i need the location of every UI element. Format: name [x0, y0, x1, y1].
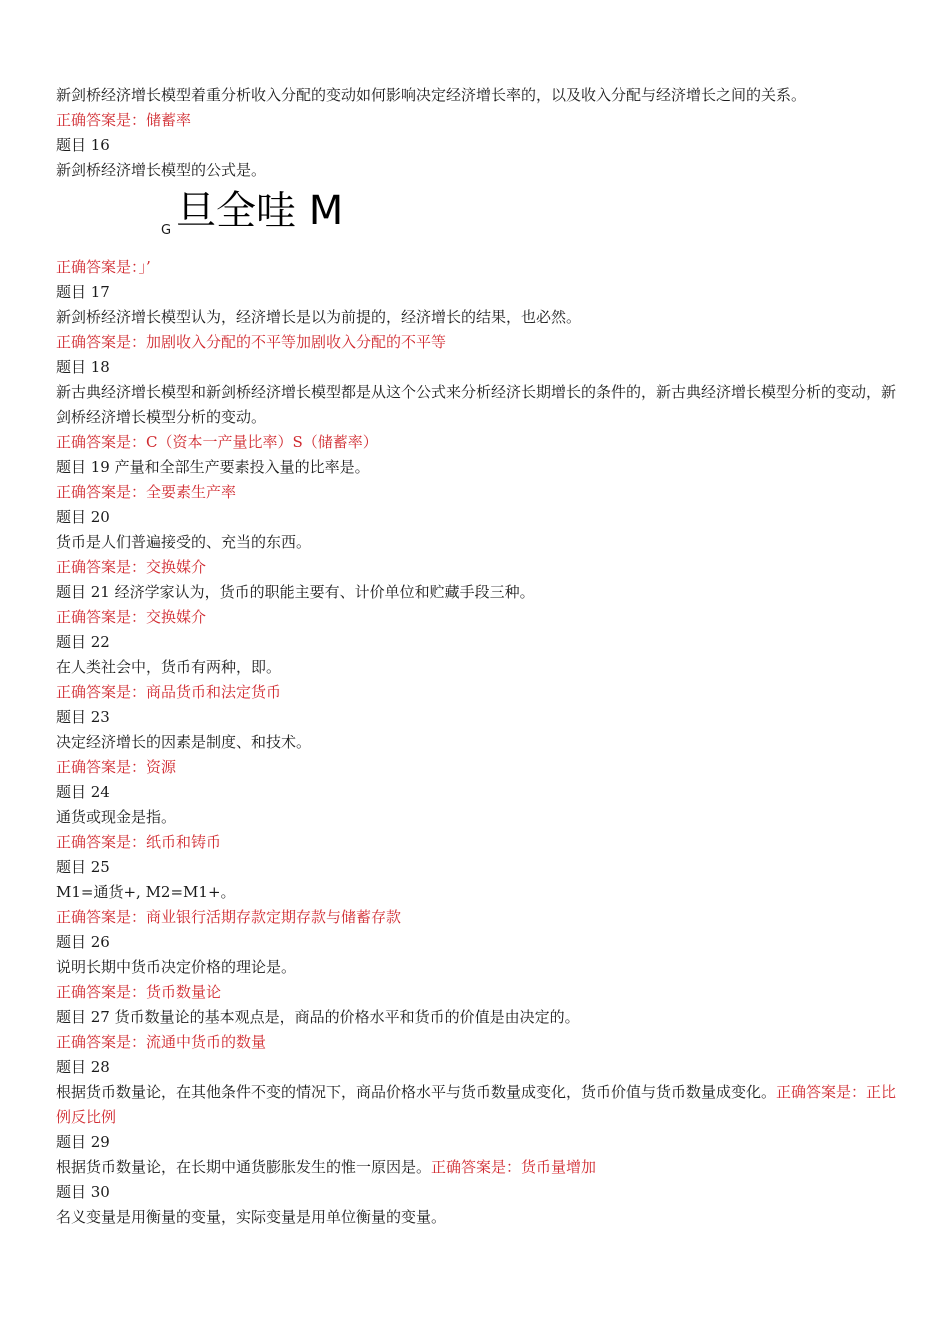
question-text: 根据货币数量论，在其他条件不变的情况下，商品价格水平与货币数量成变化，货币价值与货币数量成变化。	[56, 1083, 777, 1101]
question-number: 题目 21 经济学家认为，货币的职能主要有、计价单位和贮藏手段三种。	[56, 583, 535, 601]
answer-line: 正确答案是：交换媒介	[56, 608, 207, 626]
question-number: 题目 30	[56, 1183, 110, 1201]
question-text-line: 在人类社会中，货币有两种，即。	[56, 658, 282, 676]
question-number: 题目 22	[56, 633, 110, 651]
question-text-line: 名义变量是用衡量的变量，实际变量是用单位衡量的变量。	[56, 1208, 447, 1226]
answer-line: 正确答案是：C（资本一产量比率）S（储蓄率）	[56, 433, 378, 451]
question-number: 题目 20	[56, 508, 110, 526]
formula-image	[56, 187, 908, 247]
answer-line: 正确答案是：流通中货币的数量	[56, 1033, 267, 1051]
question-with-answer-line	[56, 1080, 908, 1130]
question-number: 题目 28	[56, 1058, 110, 1076]
answer-line: 正确答案是：资源	[56, 758, 177, 776]
question-number: 题目 25	[56, 858, 110, 876]
question-number: 题目 17	[56, 283, 110, 301]
question-text-line: 新剑桥经济增长模型的公式是。	[56, 161, 267, 179]
answer-line: 正确答案是：加剧收入分配的不平等加剧收入分配的不平等	[56, 333, 447, 351]
question-number: 题目 16	[56, 136, 110, 154]
formula-glyphs: 旦全哇 M	[176, 188, 344, 234]
answer-text: 正确答案是：货币量增加	[431, 1158, 597, 1176]
question-number: 题目 27 货币数量论的基本观点是，商品的价格水平和货币的价值是由决定的。	[56, 1008, 580, 1026]
question-text-line: 新剑桥经济增长模型着重分析收入分配的变动如何影响决定经济增长率的，以及收入分配与经济增长之间的关系。	[56, 86, 807, 104]
question-number: 题目 18	[56, 358, 110, 376]
question-number: 题目 19 产量和全部生产要素投入量的比率是。	[56, 458, 370, 476]
answer-line: 正确答案是：交换媒介	[56, 558, 207, 576]
question-with-answer-line	[56, 1155, 908, 1180]
question-text: 根据货币数量论，在长期中通货膨胀发生的惟一原因是。	[56, 1158, 432, 1176]
question-text-line: 货币是人们普遍接受的、充当的东西。	[56, 533, 312, 551]
answer-line: 正确答案是：纸币和铸币	[56, 833, 222, 851]
answer-line: 正确答案是：商业银行活期存款定期存款与储蓄存款	[56, 908, 402, 926]
formula-subscript: G	[161, 223, 172, 238]
document-body	[56, 83, 908, 1230]
question-text-line: 说明长期中货币决定价格的理论是。	[56, 958, 297, 976]
answer-line: 正确答案是：储蓄率	[56, 111, 192, 129]
answer-line: 正确答案是：全要素生产率	[56, 483, 237, 501]
question-text-line: 新古典经济增长模型和新剑桥经济增长模型都是从这个公式来分析经济长期增长的条件的，新古典经济增长模型分析的变动，新剑桥经济增长模型分析的变动。	[56, 383, 897, 426]
answer-line: 正确答案是：」’	[56, 258, 151, 276]
question-text-line: 通货或现金是指。	[56, 808, 177, 826]
text-block-top	[56, 83, 908, 183]
question-number: 题目 26	[56, 933, 110, 951]
text-block-main	[56, 255, 908, 1230]
answer-line: 正确答案是：货币数量论	[56, 983, 222, 1001]
question-number: 题目 23	[56, 708, 110, 726]
answer-line: 正确答案是：商品货币和法定货币	[56, 683, 282, 701]
question-number: 题目 24	[56, 783, 110, 801]
question-text-line: 决定经济增长的因素是制度、和技术。	[56, 733, 312, 751]
question-text-line: 新剑桥经济增长模型认为，经济增长是以为前提的，经济增长的结果，也必然。	[56, 308, 582, 326]
question-text-line: M1=通货+, M2=M1+。	[56, 883, 236, 901]
question-number: 题目 29	[56, 1133, 110, 1151]
answer-text: 正确答案是：正比例反比例	[56, 1083, 897, 1126]
